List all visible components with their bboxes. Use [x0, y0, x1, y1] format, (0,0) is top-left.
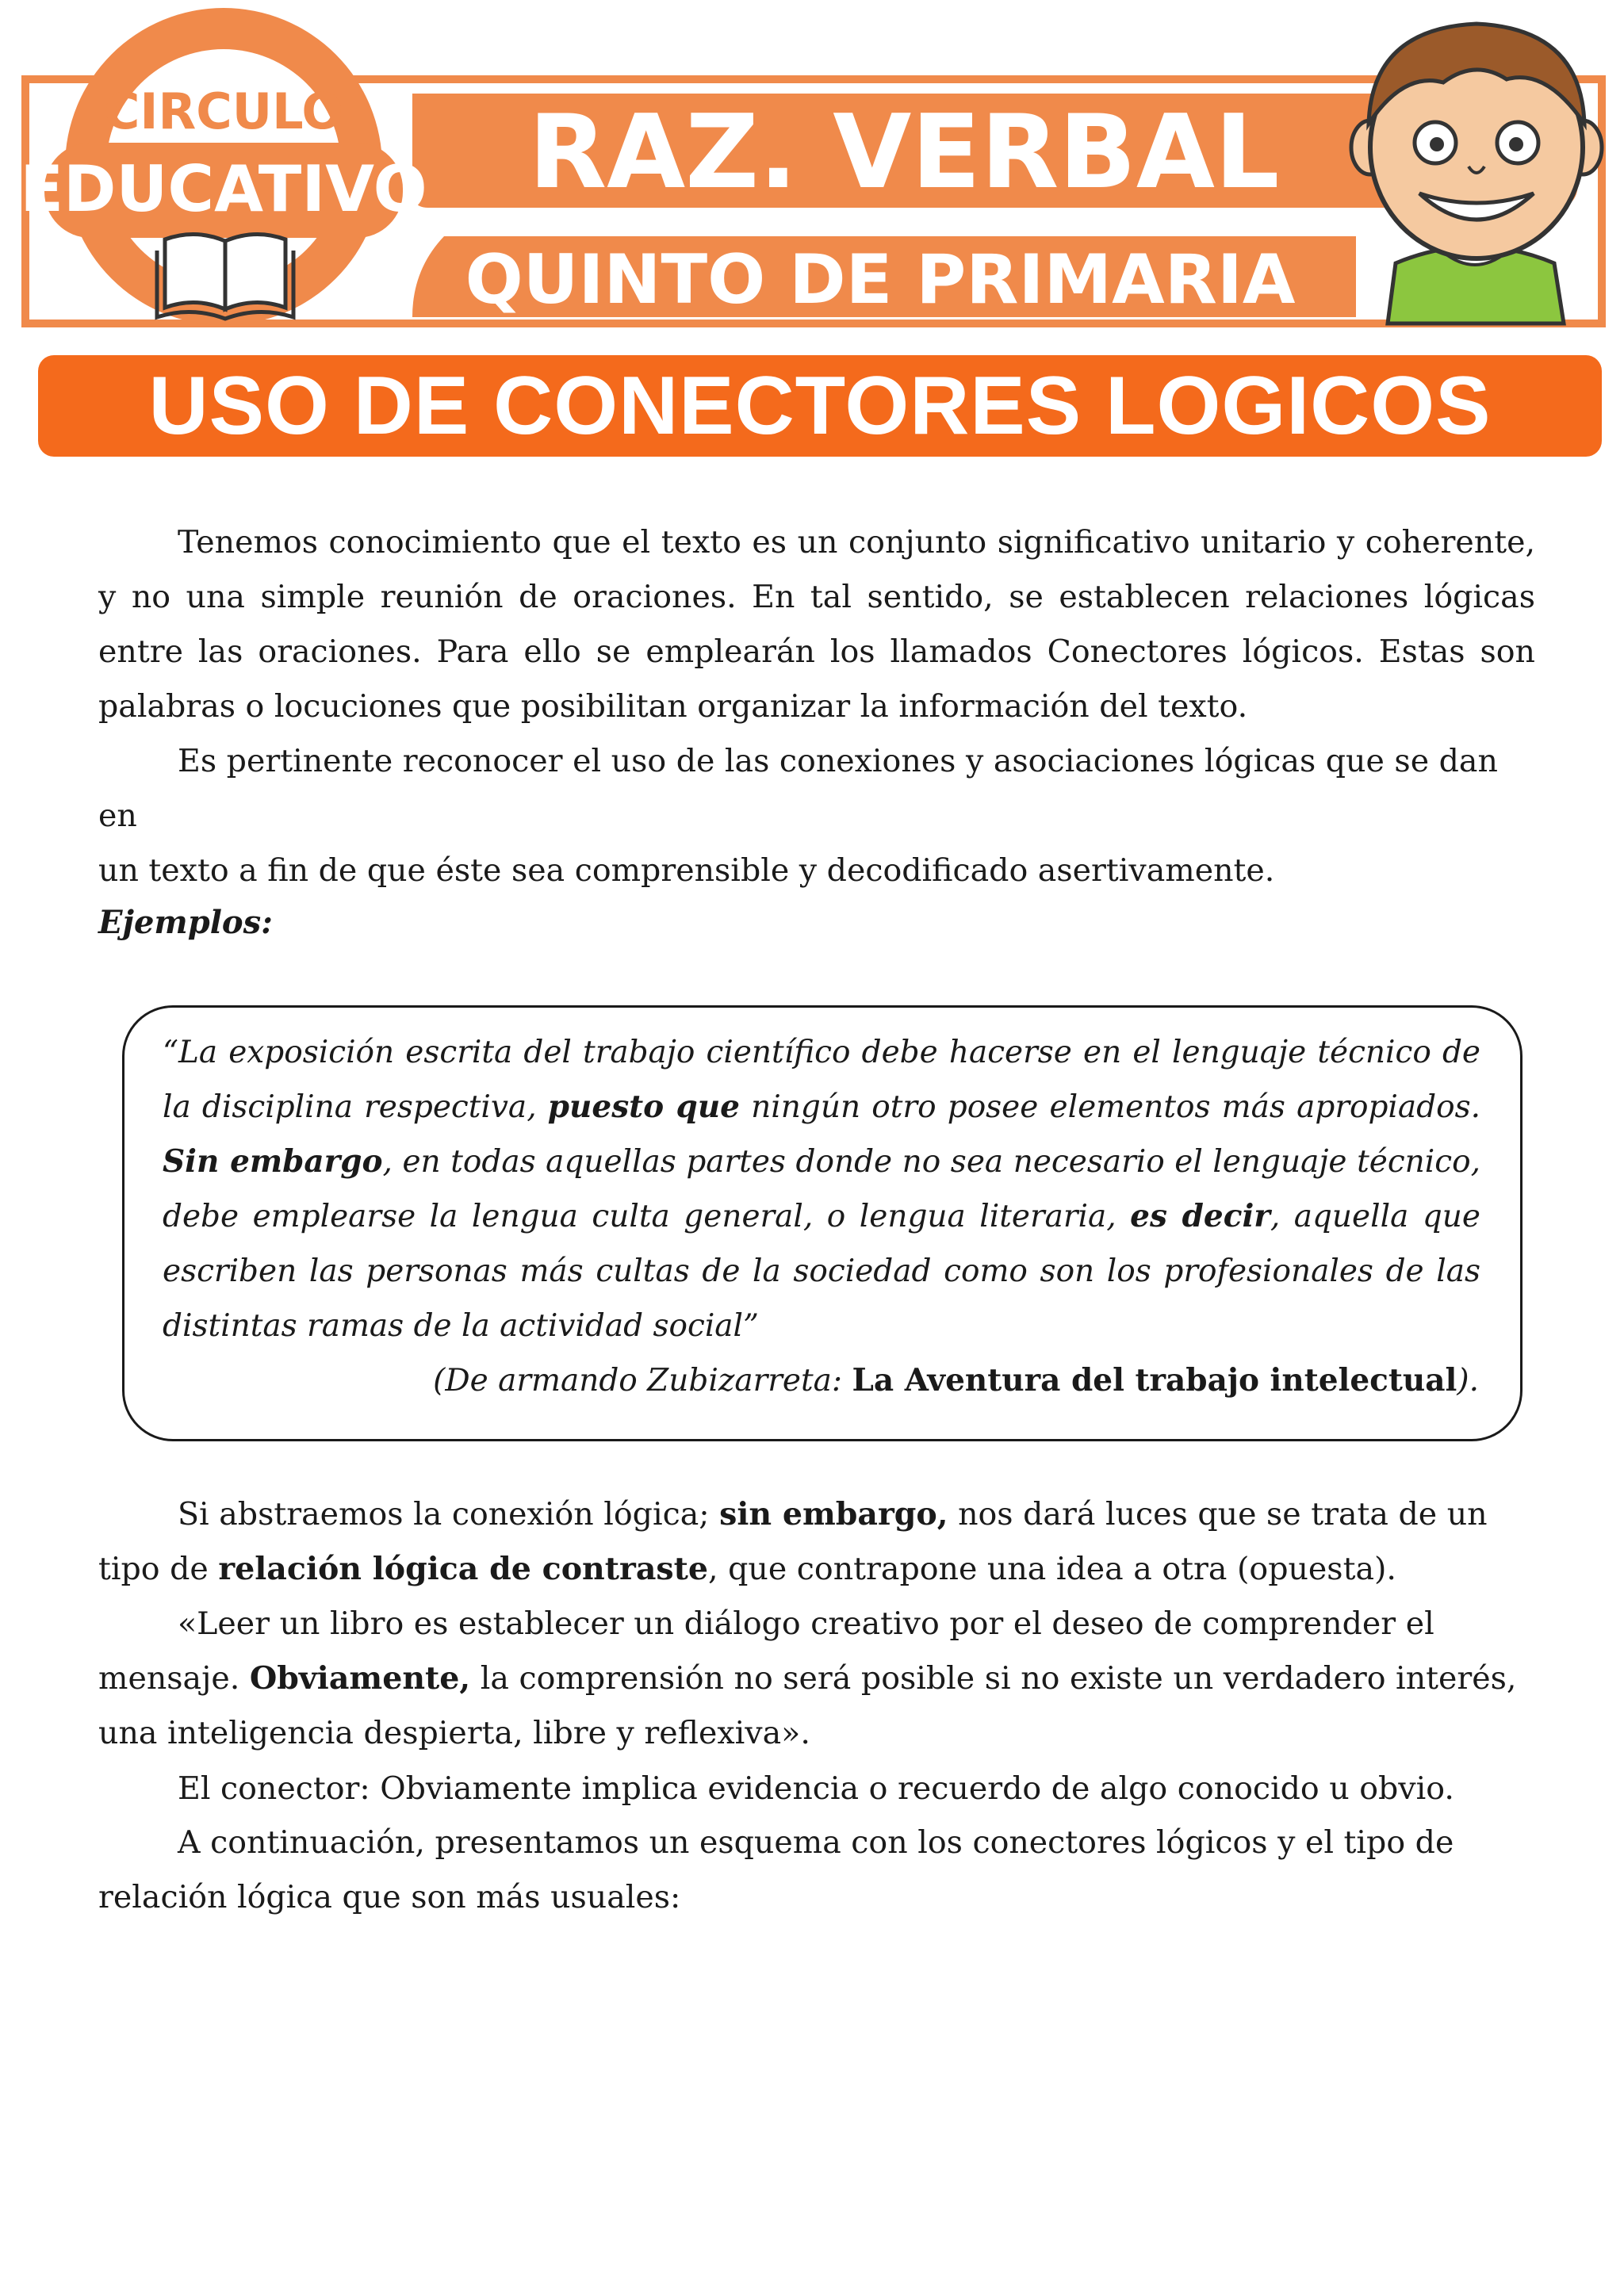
explanation-paragraph-1	[98, 1487, 1535, 1597]
intro-paragraph-2	[98, 734, 1535, 898]
p1-bold-relacion: relación lógica de contraste	[218, 1551, 709, 1587]
p1-text-a: Si abstraemos la conexión lógica;	[178, 1496, 720, 1533]
quote-source	[433, 1353, 1479, 1408]
p1-text-c: nos dará luces que se trata de un tipo de	[98, 1496, 1488, 1587]
connector-sin-embargo: Sin embargo	[163, 1143, 383, 1180]
grade-title: QUINTO DE PRIMARIA	[465, 240, 1296, 320]
connector-puesto-que: puesto que	[547, 1089, 740, 1125]
quote-part-4: , aquella que escriben las personas más cultas de la sociedad como son los profesionales de las distintas ramas de la actividad social”	[163, 1199, 1480, 1344]
quote-text	[163, 1025, 1480, 1353]
quote-part-2: ningún otro posee elementos más apropiados.	[740, 1089, 1480, 1125]
title-bar	[38, 355, 1602, 457]
logo-line1: CIRCULO	[103, 82, 344, 140]
quote-part-1: “La exposición escrita del trabajo científico debe hacerse en el lenguaje técnico de la disciplina respectiva,	[163, 1035, 1480, 1125]
source-book-title: La Aventura del trabajo intelectual	[852, 1362, 1457, 1399]
p1-text-e: , que contrapone una idea a otra (opuesta).	[708, 1551, 1396, 1587]
page-title: USO DE CONECTORES LOGICOS	[148, 359, 1492, 452]
quote-box	[122, 1005, 1522, 1441]
p2-bold-obviamente: Obviamente,	[249, 1660, 471, 1697]
quote-part-3: , en todas aquellas partes donde no sea necesario el lenguaje técnico, debe emplearse la lengua culta general, o lengua literaria,	[163, 1144, 1480, 1234]
p2-text-c: la comprensión no será posible si no existe un verdadero interés, una inteligencia despierta, libre y reflexiva».	[98, 1660, 1517, 1751]
intro-paragraph-1: Tenemos conocimiento que el texto es un conjunto significativo unitario y coherente, y no una simple reunión de oraciones. En tal sentido, se establecen relaciones lógicas entre las oraciones. Para ello se emplearán los llamados Conectores lógicos. Estas son palabras o locuciones que posibilitan organizar la información del texto.	[98, 524, 1535, 725]
explanation-paragraph-2	[98, 1597, 1535, 1761]
examples-heading: Ejemplos:	[98, 904, 273, 941]
connector-es-decir: es decir	[1130, 1198, 1270, 1234]
source-prefix: (De armando Zubizarreta:	[433, 1363, 852, 1399]
p2-text-a: «Leer un libro es establecer un diálogo creativo por el deseo de comprender el mensaje.	[98, 1605, 1434, 1697]
explanation-paragraph-3: El conector: Obviamente implica evidencia o recuerdo de algo conocido u obvio.	[178, 1770, 1454, 1807]
header-banner	[0, 0, 1624, 333]
intro-p2-line2: un texto a fin de que éste sea comprensible y decodificado asertivamente.	[98, 852, 1275, 889]
explanation-paragraph-4: A continuación, presentamos un esquema con los conectores lógicos y el tipo de relación lógica que son más usuales:	[98, 1824, 1454, 1915]
subject-title: RAZ. VERBAL	[528, 94, 1280, 212]
logo-line2: EDUCATIVO	[20, 152, 427, 226]
open-book-icon	[157, 234, 293, 319]
p1-bold-sin-embargo: sin embargo,	[719, 1496, 948, 1533]
source-suffix: ).	[1457, 1363, 1479, 1399]
intro-p2-line1: Es pertinente reconocer el uso de las conexiones y asociaciones lógicas que se dan en	[98, 743, 1498, 834]
